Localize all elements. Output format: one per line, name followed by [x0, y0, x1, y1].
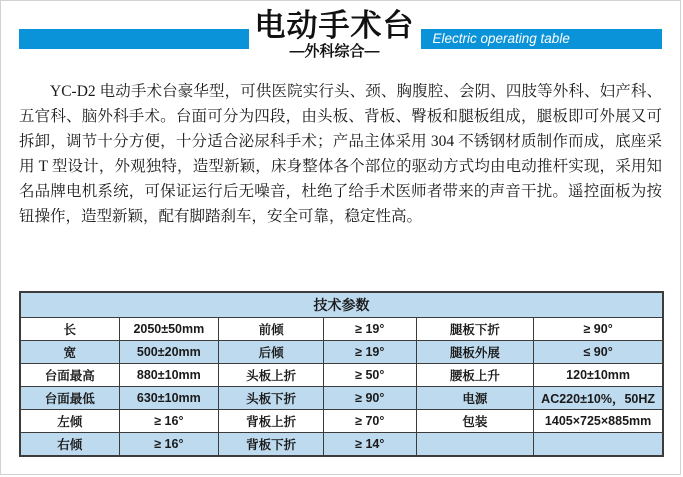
table-row: [20, 433, 663, 457]
table-row: [20, 387, 663, 410]
table-cell: 腿板外展: [416, 341, 534, 364]
table-cell: 前倾: [219, 318, 324, 341]
table-cell: 1405×725×885mm: [534, 410, 663, 433]
table-cell: AC220±10%，50HZ: [534, 387, 663, 410]
spec-table-body: [20, 318, 663, 457]
table-cell: ≥ 16°: [119, 410, 219, 433]
table-cell: [416, 433, 534, 457]
table-cell: 电源: [416, 387, 534, 410]
table-cell: 120±10mm: [534, 364, 663, 387]
table-cell: 500±20mm: [119, 341, 219, 364]
product-description: YC-D2 电动手术台豪华型，可供医院实行头、颈、胸腹腔、会阴、四肢等外科、妇产科、五官科、脑外科手术。台面可分为四段，由头板、背板、臀板和腿板组成，腿板即可外展又可拆卸，调节十分方便，十分适合泌尿科手术；产品主体采用 304 不锈钢材质制作而成，底座采用 T 型设计，外观独特，造型新颖，床身整体各个部位的驱动方式均由电动推杆实现，采用知名品牌电机系统，可保证运行后无噪音，杜绝了给手术医师者带来的声音干扰。遥控面板为按钮操作，造型新颖，配有脚踏刹车，安全可靠，稳定性高。: [19, 83, 662, 225]
table-cell: 背板上折: [219, 410, 324, 433]
table-cell: 后倾: [219, 341, 324, 364]
table-cell: 左倾: [20, 410, 119, 433]
table-row: [20, 410, 663, 433]
table-cell: 腿板下折: [416, 318, 534, 341]
table-cell: ≥ 50°: [323, 364, 416, 387]
table-cell: 头板下折: [219, 387, 324, 410]
table-cell: ≥ 90°: [323, 387, 416, 410]
page-header: [1, 1, 680, 60]
table-row: [20, 318, 663, 341]
table-cell: 背板下折: [219, 433, 324, 457]
table-cell: 右倾: [20, 433, 119, 457]
spec-table-head: [20, 292, 663, 318]
table-cell: ≥ 16°: [119, 433, 219, 457]
table-cell: 包装: [416, 410, 534, 433]
spec-table-title: 技术参数: [20, 292, 663, 318]
table-cell: 630±10mm: [119, 387, 219, 410]
table-cell: 2050±50mm: [119, 318, 219, 341]
table-cell: ≥ 70°: [323, 410, 416, 433]
header-left-bar: [19, 29, 249, 49]
table-row: [20, 364, 663, 387]
table-cell: ≥ 90°: [534, 318, 663, 341]
table-row: [20, 341, 663, 364]
table-cell: [534, 433, 663, 457]
table-cell: 腰板上升: [416, 364, 534, 387]
table-cell: 头板上折: [219, 364, 324, 387]
table-cell: 880±10mm: [119, 364, 219, 387]
header-right-bar: [421, 29, 663, 49]
page-title: 电动手术台: [254, 8, 415, 43]
table-cell: 台面最低: [20, 387, 119, 410]
table-cell: ≤ 90°: [534, 341, 663, 364]
page-title-english: Electric operating table: [432, 31, 570, 46]
table-cell: ≥ 19°: [323, 318, 416, 341]
table-cell: 台面最高: [20, 364, 119, 387]
table-cell: ≥ 14°: [323, 433, 416, 457]
title-block: [249, 9, 421, 60]
table-header-row: [20, 292, 663, 318]
table-cell: 宽: [20, 341, 119, 364]
table-cell: 长: [20, 318, 119, 341]
page-subtitle: —外科综合—: [289, 43, 380, 60]
table-cell: ≥ 19°: [323, 341, 416, 364]
spec-table: [19, 291, 664, 457]
